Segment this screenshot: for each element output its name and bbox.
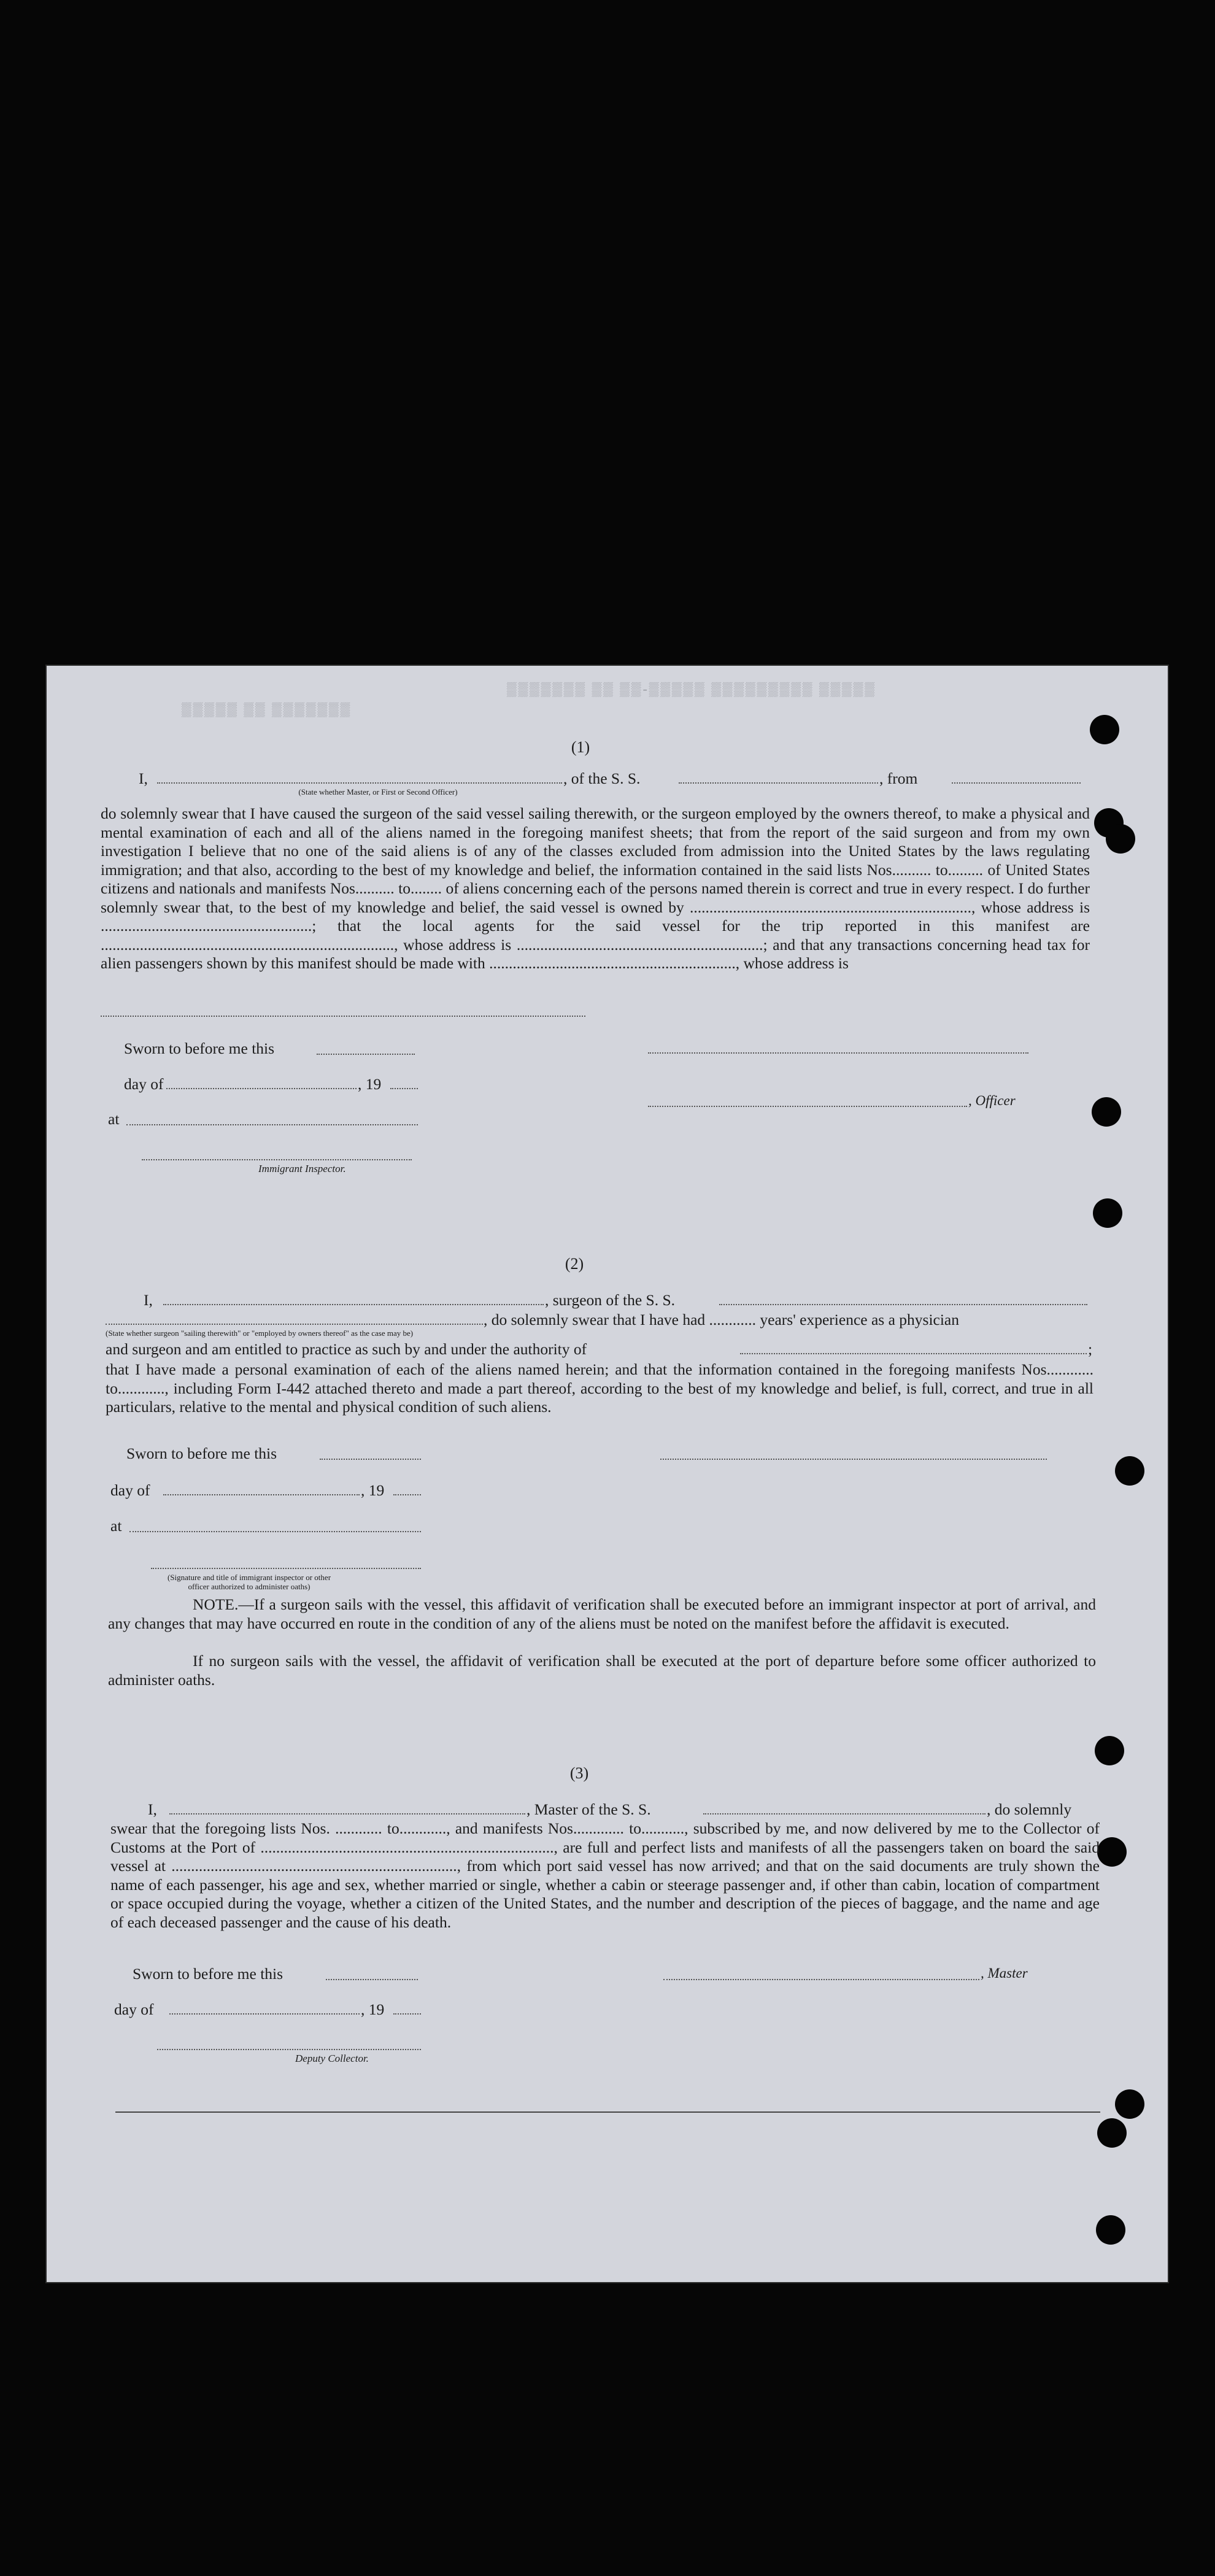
section-3-sworn: Sworn to before me this — [133, 1965, 284, 1983]
authority-field[interactable] — [740, 1353, 1087, 1354]
section-3-collector: Deputy Collector. — [295, 2053, 369, 2064]
address-continuation-field[interactable] — [101, 1016, 585, 1017]
officer-title-field[interactable] — [648, 1106, 967, 1107]
section-2-line3: and surgeon and am entitled to practice as such by and under the authority of — [106, 1340, 587, 1358]
section-2-line1-right: , surgeon of the S. S. — [545, 1291, 676, 1309]
punch-hole — [1092, 1097, 1121, 1127]
place-field[interactable] — [126, 1124, 418, 1125]
punch-hole — [1115, 1456, 1144, 1486]
inspector-signature-field[interactable] — [142, 1159, 412, 1160]
section-3-line1-left: I, — [148, 1800, 157, 1818]
vessel-name-field-3[interactable] — [703, 1813, 986, 1814]
section-1-hint: (State whether Master, or First or Second Officer) — [298, 787, 458, 796]
day-month-field-2[interactable] — [163, 1494, 360, 1495]
bleed-through-text: ▒▒▒▒▒ ▒▒ ▒▒▒▒▒▒▒ — [182, 701, 352, 717]
punch-hole — [1090, 715, 1119, 744]
punch-hole — [1097, 1837, 1127, 1867]
section-3-number: (3) — [569, 1764, 589, 1782]
oath-officer-signature-field[interactable] — [151, 1568, 421, 1569]
manifest-affidavit-page — [47, 666, 1168, 2282]
punch-hole — [1097, 2118, 1127, 2148]
section-1-number: (1) — [571, 738, 590, 756]
section-3-day-of: day of — [114, 2000, 154, 2018]
punch-hole — [1115, 2089, 1144, 2119]
vessel-name-field[interactable] — [679, 782, 878, 784]
section-2-line1-left: I, — [144, 1291, 153, 1309]
section-3-line1-mid: , Master of the S. S. — [526, 1800, 651, 1818]
section-1-day-of: day of — [124, 1075, 164, 1093]
punch-hole — [1093, 1198, 1122, 1228]
section-2-at: at — [110, 1517, 122, 1535]
section-3-master: , Master — [981, 1965, 1028, 1981]
punch-hole — [1096, 2215, 1125, 2245]
section-2-note: NOTE.—If a surgeon sails with the vessel, this affidavit of verification shall be executed before an immigrant inspector at port of arrival, and any changes that may have occurred en route in the condition of any of the aliens must be noted on the manifest before the affidavit is executed. — [108, 1595, 1096, 1632]
section-2-hint: (State whether surgeon "sailing therewith" or "employed by owners thereof" as the case may be) — [106, 1328, 414, 1338]
section-1-body: do solemnly swear that I have caused the surgeon of the said vessel sailing therewith, or the surgeon employed by the owners thereof, to make a physical and mental examination of each and all of the aliens named in the foregoing manifest sheets; that from the report of the said surgeon and from my own investigation I believe that no one of the said aliens is of any of the classes excluded from admission into the United States by the laws regulating immigration; and that also, according to the best of my knowledge and belief, the information contained in the said lists Nos.......... to......... of United States citizens and nationals and manifests Nos.......... to........ of aliens concerning each of the persons named therein is correct and true in every respect. I do further solemnly swear that, to the best of my knowledge and belief, the said vessel is owned by ........................................................................, whose address is ......................................................; that the local agents for the said vessel for the trip reported in this manifest are ..........................................................................., whose address is ...............................................................; and that any transactions concerning head tax for alien passengers shown by this manifest should be made with ..............................................................., whose address is — [101, 804, 1090, 972]
section-1-year: , 19 — [358, 1075, 382, 1093]
semicolon: ; — [1088, 1340, 1093, 1358]
master-signature-field[interactable] — [663, 1979, 979, 1980]
section-1-inspector: Immigrant Inspector. — [258, 1163, 346, 1174]
year-field-3[interactable] — [393, 2013, 421, 2015]
section-1-line1-left: I, — [139, 769, 148, 787]
surgeon-status-field[interactable] — [106, 1324, 483, 1325]
surgeon-vessel-field[interactable] — [719, 1304, 1087, 1305]
departure-port-field[interactable] — [952, 782, 1081, 784]
section-2-note2: If no surgeon sails with the vessel, the affidavit of verification shall be executed at the port of departure before some officer authorized to administer oaths. — [108, 1652, 1096, 1689]
collector-signature-field[interactable] — [157, 2049, 421, 2050]
place-field-2[interactable] — [129, 1531, 421, 1532]
year-field[interactable] — [390, 1088, 418, 1089]
section-1-officer: , Officer — [968, 1093, 1016, 1108]
section-3-year: , 19 — [361, 2000, 385, 2018]
section-1-sworn: Sworn to before me this — [124, 1039, 275, 1057]
section-3-body: swear that the foregoing lists Nos. ............ to............, and manifests Nos............. to..........., subscribed by me, and now delivered by me to the Collector of Customs at the Port of ..........................................................................., are full and perfect lists and manifests of all the passengers taken on board the said vessel at ........................................................................., from which port said vessel has now arrived; and that on the said documents are truly shown the name of each passenger, his age and sex, whether married or single, whether a cabin or steerage passenger and, if other than cabin, location of compartment or space occupied during the voyage, whether a citizen of the United States, and the number and description of the pieces of baggage, and the name and age of each deceased passenger and the cause of his death. — [110, 1819, 1100, 1931]
punch-hole — [1095, 1736, 1124, 1765]
section-2-sworn: Sworn to before me this — [126, 1444, 277, 1462]
section-1-line1-right: , from — [879, 769, 918, 787]
section-1-line1-mid: , of the S. S. — [563, 769, 641, 787]
section-2-year: , 19 — [361, 1481, 385, 1499]
surgeon-signature-field[interactable] — [660, 1459, 1047, 1460]
bottom-rule — [115, 2111, 1100, 2113]
sworn-date-field[interactable] — [317, 1054, 415, 1055]
surgeon-name-field[interactable] — [163, 1304, 544, 1305]
section-2-line2: , do solemnly swear that I have had ............ years' experience as a physician — [484, 1311, 959, 1328]
day-month-field[interactable] — [166, 1088, 357, 1089]
sworn-date-field-3[interactable] — [326, 1979, 418, 1980]
section-2-sig-caption: (Signature and title of immigrant inspector or other officer authorized to administer oaths) — [167, 1573, 331, 1591]
section-3-line1-right: , do solemnly — [987, 1800, 1072, 1818]
section-1-at: at — [108, 1110, 120, 1128]
punch-hole — [1106, 824, 1135, 854]
bleed-through-text: ▒▒▒▒▒▒▒ ▒▒ ▒▒-▒▒▒▒▒ ▒▒▒▒▒▒▒▒▒ ▒▒▒▒▒ — [507, 681, 876, 696]
officer-signature-field[interactable] — [648, 1052, 1028, 1054]
section-2-day-of: day of — [110, 1481, 150, 1499]
day-month-field-3[interactable] — [169, 2013, 360, 2015]
section-2-number: (2) — [565, 1255, 584, 1273]
master-name-field[interactable] — [157, 782, 562, 784]
sworn-date-field-2[interactable] — [320, 1459, 421, 1460]
section-2-body: that I have made a personal examination of each of the aliens named herein; and that the information contained in the foregoing manifests Nos............ to............, including Form I-442 attached thereto and made a part thereof, according to the best of my knowledge and belief, is full, correct, and true in all particulars, relative to the mental and physical condition of such aliens. — [106, 1360, 1094, 1416]
year-field-2[interactable] — [393, 1494, 421, 1495]
master-name-field-3[interactable] — [169, 1813, 525, 1814]
